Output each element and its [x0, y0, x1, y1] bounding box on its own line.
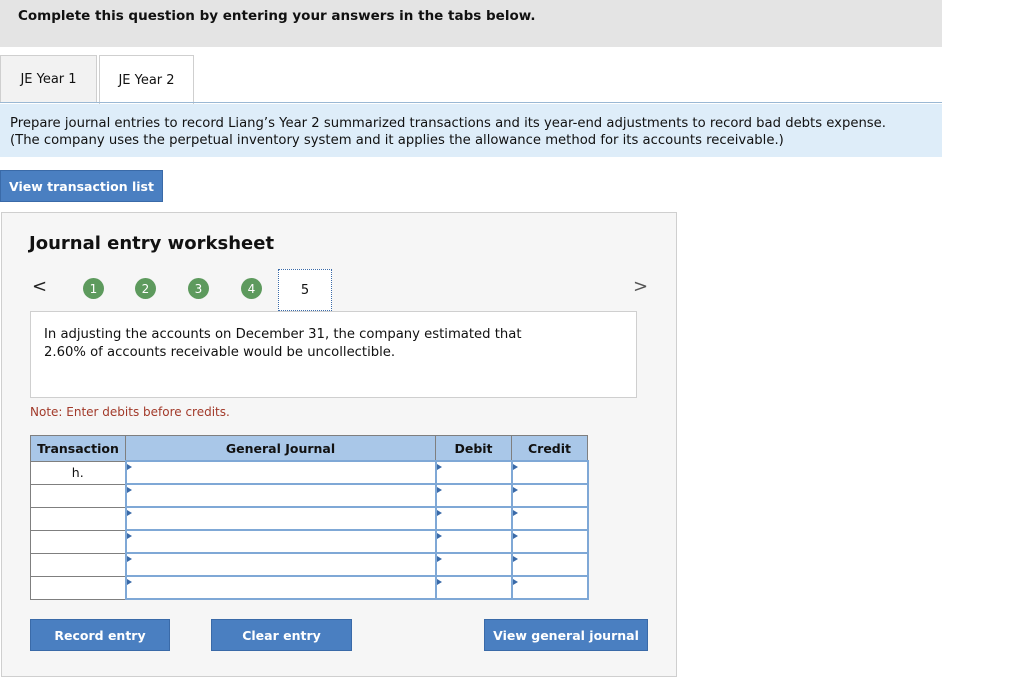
instructions-line-2: (The company uses the perpetual inventory system and it applies the allowance method for its accounts receivable.): [10, 133, 784, 148]
credit-input[interactable]: [512, 507, 588, 530]
journal-table: [30, 435, 589, 600]
header-transaction: Transaction: [31, 436, 126, 462]
account-input[interactable]: [126, 507, 436, 530]
credit-input[interactable]: [512, 484, 588, 507]
account-input[interactable]: [126, 484, 436, 507]
transaction-cell: [31, 507, 126, 530]
instructions-panel: [0, 104, 942, 157]
credit-input[interactable]: [512, 553, 588, 576]
step-5-button[interactable]: 5: [278, 269, 332, 311]
table-row: [31, 461, 588, 484]
account-input[interactable]: [126, 461, 436, 484]
transaction-cell: [31, 553, 126, 576]
prev-chevron-icon[interactable]: <: [32, 276, 48, 297]
record-entry-button[interactable]: Record entry: [30, 619, 170, 651]
debit-input[interactable]: [436, 530, 512, 553]
table-row: [31, 484, 588, 507]
header-title: Complete this question by entering your answers in the tabs below.: [18, 8, 536, 24]
tab-divider: [0, 102, 942, 103]
account-input[interactable]: [126, 553, 436, 576]
header-debit: Debit: [436, 436, 512, 462]
table-row: [31, 576, 588, 599]
view-general-journal-button[interactable]: View general journal: [484, 619, 648, 651]
debit-input[interactable]: [436, 576, 512, 599]
transaction-cell: h.: [31, 461, 126, 484]
debit-input[interactable]: [436, 484, 512, 507]
credit-input[interactable]: [512, 576, 588, 599]
account-input[interactable]: [126, 530, 436, 553]
credit-input[interactable]: [512, 461, 588, 484]
step-1-button[interactable]: 1: [83, 278, 104, 299]
clear-entry-button[interactable]: Clear entry: [211, 619, 352, 651]
transaction-cell: [31, 530, 126, 553]
instructions-line-1: Prepare journal entries to record Liang’s Year 2 summarized transactions and its year-end adjustments to record bad debts expense.: [10, 116, 886, 131]
table-row: [31, 507, 588, 530]
header-credit: Credit: [512, 436, 588, 462]
tab-je-year-2[interactable]: JE Year 2: [99, 55, 194, 104]
account-input[interactable]: [126, 576, 436, 599]
debit-credit-note: Note: Enter debits before credits.: [30, 405, 230, 419]
description-line-2: 2.60% of accounts receivable would be uncollectible.: [44, 345, 396, 360]
transaction-cell: [31, 484, 126, 507]
transaction-description: [30, 311, 637, 398]
next-chevron-icon[interactable]: >: [633, 276, 649, 297]
transaction-cell: [31, 576, 126, 599]
debit-input[interactable]: [436, 553, 512, 576]
view-transaction-list-button[interactable]: View transaction list: [0, 170, 163, 202]
question-header: [0, 0, 942, 47]
table-row: [31, 553, 588, 576]
debit-input[interactable]: [436, 461, 512, 484]
credit-input[interactable]: [512, 530, 588, 553]
step-3-button[interactable]: 3: [188, 278, 209, 299]
header-general-journal: General Journal: [126, 436, 436, 462]
tab-je-year-1[interactable]: JE Year 1: [0, 55, 97, 102]
step-4-button[interactable]: 4: [241, 278, 262, 299]
debit-input[interactable]: [436, 507, 512, 530]
table-row: [31, 530, 588, 553]
description-line-1: In adjusting the accounts on December 31, the company estimated that: [44, 327, 522, 342]
step-2-button[interactable]: 2: [135, 278, 156, 299]
worksheet-title: Journal entry worksheet: [29, 233, 275, 254]
